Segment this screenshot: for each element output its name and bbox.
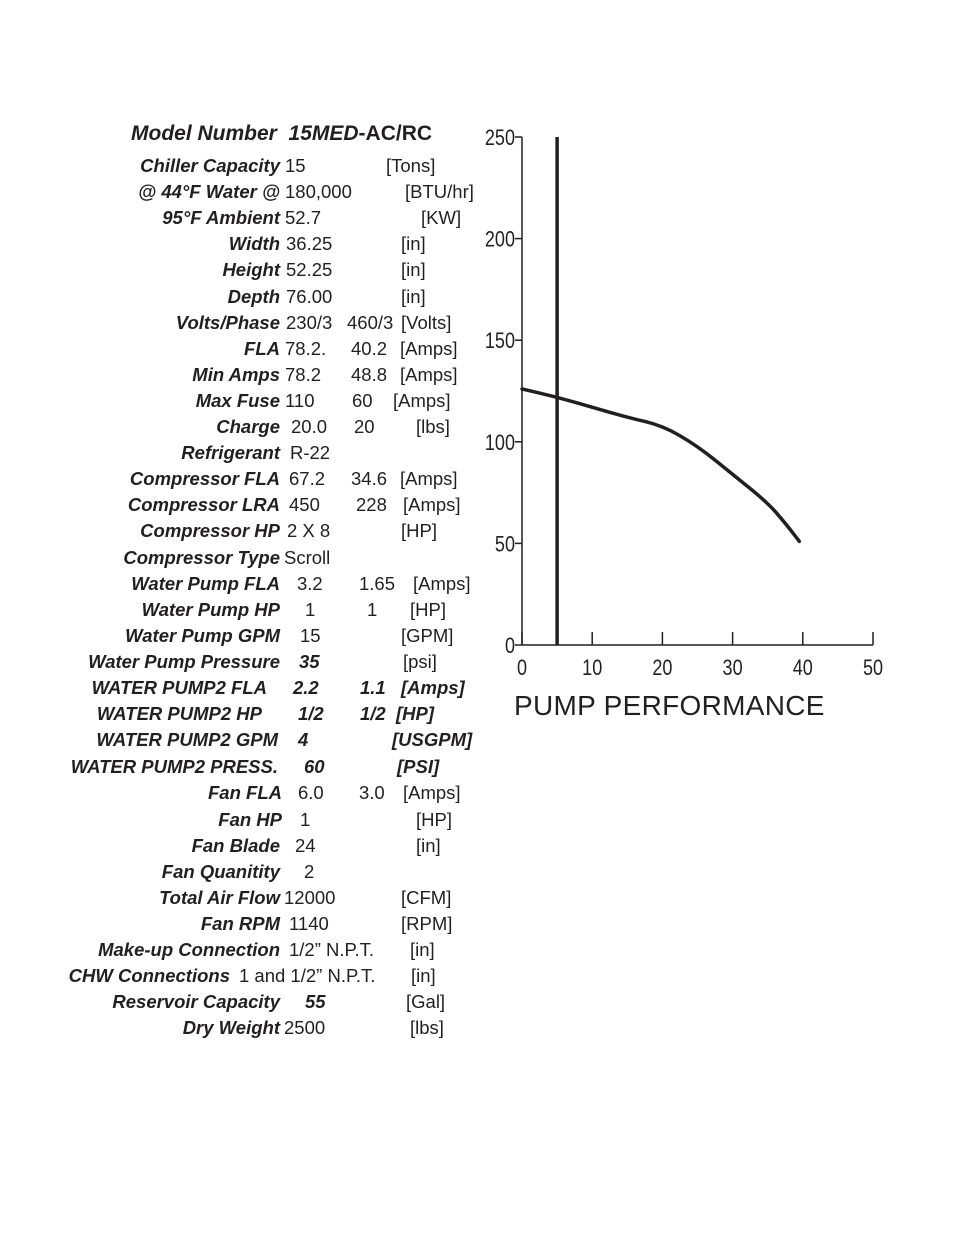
spec-label: Water Pump Pressure — [88, 650, 280, 672]
spec-label: Dry Weight — [182, 1017, 280, 1039]
spec-value-1: 78.2 — [285, 363, 322, 385]
spec-unit: [CFM] — [401, 886, 452, 908]
spec-value-1: 1 — [305, 598, 316, 620]
spec-row — [0, 808, 520, 832]
spec-label: Max Fuse — [195, 389, 280, 411]
spec-value-1: R-22 — [290, 442, 331, 464]
x-tick-label: 50 — [862, 656, 884, 681]
spec-value-2: 1.1 — [360, 677, 386, 698]
spec-value-1: 52.7 — [285, 207, 322, 229]
spec-label: Min Amps — [192, 363, 280, 385]
spec-label: Reservoir Capacity — [112, 991, 280, 1013]
spec-value-1: 60 — [304, 756, 325, 778]
spec-row — [0, 702, 520, 726]
spec-unit: [HP] — [410, 598, 446, 620]
spec-label: Compressor Type — [123, 546, 280, 568]
spec-label: Fan HP — [218, 808, 282, 830]
spec-label: Volts/Phase — [175, 311, 280, 333]
spec-unit: [lbs] — [410, 1017, 444, 1039]
spec-row — [0, 912, 520, 936]
spec-label: WATER PUMP2 PRESS. — [70, 756, 278, 778]
pump-curve — [522, 389, 799, 541]
spec-unit: [GPM] — [401, 624, 454, 646]
spec-value-1: 1140 — [289, 912, 329, 934]
spec-unit: [Gal] — [406, 991, 446, 1013]
spec-label: Fan Blade — [191, 834, 280, 856]
spec-value-1: 4 — [298, 729, 309, 751]
spec-value-1: 24 — [295, 834, 316, 856]
spec-value-1: 1/2 — [298, 703, 324, 725]
spec-row — [0, 624, 520, 648]
spec-label: Water Pump FLA — [131, 572, 280, 594]
spec-label: Compressor FLA — [129, 468, 280, 490]
chart-title: PUMP PERFORMANCE — [514, 690, 825, 721]
spec-unit: [PSI] — [397, 756, 440, 778]
spec-row — [0, 180, 520, 204]
spec-row — [0, 676, 520, 700]
spec-label: Charge — [216, 416, 280, 437]
spec-value-1: 12000 — [284, 886, 336, 908]
spec-unit: [Amps] — [400, 363, 458, 385]
spec-value-1: 6.0 — [298, 782, 324, 804]
y-tick-label: 200 — [484, 228, 515, 253]
spec-value-1: Scroll — [284, 546, 331, 568]
spec-row — [0, 990, 520, 1014]
spec-value-1: 2 X 8 — [287, 520, 331, 542]
spec-label: Fan FLA — [208, 782, 282, 804]
spec-value-1: 2500 — [284, 1017, 326, 1039]
spec-value-2: 34.6 — [351, 468, 388, 490]
spec-value-1: 3.2 — [297, 572, 323, 594]
spec-row — [0, 886, 520, 910]
spec-row — [0, 493, 520, 517]
spec-unit: [in] — [416, 834, 441, 856]
spec-row — [0, 519, 520, 543]
spec-label: 95°F Ambient — [162, 207, 280, 229]
x-tick-label: 30 — [722, 656, 743, 681]
spec-row — [0, 598, 520, 622]
spec-row — [0, 572, 520, 596]
y-tick-label: 0 — [504, 634, 515, 659]
x-tick-label: 10 — [582, 656, 603, 681]
spec-value-2: 20 — [354, 416, 375, 437]
x-tick-label: 20 — [652, 656, 673, 681]
spec-value-1: 36.25 — [286, 233, 333, 255]
pump-performance-chart — [470, 110, 900, 700]
y-tick-label: 150 — [484, 329, 515, 354]
spec-row — [0, 415, 520, 439]
spec-row — [0, 232, 520, 256]
spec-value-1: 230/3 — [286, 311, 333, 333]
spec-row — [0, 363, 520, 387]
spec-value-1: 2.2 — [293, 677, 319, 698]
spec-unit: [Amps] — [413, 572, 471, 594]
spec-unit: [Amps] — [403, 782, 461, 804]
spec-row — [0, 389, 520, 413]
spec-unit: [in] — [411, 965, 436, 987]
spec-label: Chiller Capacity — [140, 155, 280, 176]
spec-unit: [BTU/hr] — [405, 181, 474, 203]
y-tick-label: 250 — [484, 126, 515, 151]
x-tick-label: 0 — [516, 656, 528, 681]
y-tick-label: 100 — [484, 431, 515, 456]
spec-value-1: 450 — [289, 494, 320, 516]
spec-row — [0, 755, 520, 779]
spec-value-2: 1/2 — [360, 703, 386, 725]
spec-value-1: 110 — [285, 389, 315, 411]
spec-unit: [KW] — [421, 207, 462, 229]
spec-unit: [HP] — [416, 808, 452, 830]
spec-unit: [psi] — [403, 650, 437, 672]
spec-row — [0, 650, 520, 674]
spec-row — [0, 467, 520, 491]
spec-value-1: 52.25 — [286, 259, 333, 281]
spec-label: FLA — [244, 337, 280, 359]
spec-unit: [in] — [401, 233, 426, 255]
spec-label: WATER PUMP2 FLA — [91, 677, 267, 698]
spec-label: Water Pump HP — [141, 598, 280, 620]
spec-unit: [Volts] — [401, 311, 452, 333]
spec-unit: [USGPM] — [392, 729, 473, 751]
spec-value-1: 76.00 — [286, 285, 333, 307]
spec-unit: [in] — [401, 259, 426, 281]
spec-row — [0, 938, 520, 962]
spec-label: WATER PUMP2 GPM — [96, 729, 278, 751]
spec-unit: [Tons] — [386, 155, 436, 176]
x-tick-label: 40 — [792, 656, 813, 681]
spec-unit: [HP] — [396, 703, 435, 725]
spec-row — [0, 728, 520, 752]
spec-value-2: 228 — [356, 494, 387, 516]
spec-value-2: 1 — [367, 598, 378, 620]
spec-label: Width — [228, 233, 280, 255]
spec-value-2: 1.65 — [359, 572, 396, 594]
spec-row — [0, 834, 520, 858]
spec-row — [0, 860, 520, 884]
spec-unit: [in] — [410, 939, 435, 960]
model-number-value-italic: 15MED — [288, 122, 359, 145]
spec-unit: [Amps] — [400, 468, 458, 490]
spec-row — [0, 337, 520, 361]
spec-value-2: 460/3 — [347, 311, 394, 333]
spec-value-2: 3.0 — [359, 782, 385, 804]
spec-label: @ 44°F Water @ — [138, 181, 280, 203]
spec-label: Make-up Connection — [98, 939, 280, 960]
spec-value-2: 40.2 — [351, 337, 388, 359]
spec-row — [0, 285, 520, 309]
spec-label: Fan RPM — [200, 912, 280, 934]
spec-value-1: 67.2 — [289, 468, 326, 490]
spec-value-1: 2 — [304, 860, 315, 882]
spec-unit: [in] — [401, 285, 426, 307]
spec-row — [0, 206, 520, 230]
spec-value-1: 35 — [299, 650, 320, 672]
model-number-label: Model Number — [131, 122, 277, 145]
spec-row — [0, 311, 520, 335]
spec-value-1: 15 — [285, 155, 306, 176]
spec-unit: [Amps] — [400, 337, 458, 359]
spec-value-1: 1 — [300, 808, 311, 830]
spec-value-1: 55 — [305, 991, 326, 1013]
spec-value-1: 15 — [300, 624, 321, 646]
spec-row — [0, 781, 520, 805]
spec-unit: [RPM] — [401, 912, 453, 934]
spec-label: Height — [222, 259, 280, 281]
spec-value-1: 1/2” N.P.T. — [289, 939, 375, 960]
spec-unit: [Amps] — [401, 677, 465, 698]
spec-unit: [lbs] — [416, 416, 450, 437]
spec-value-1: 180,000 — [285, 181, 352, 203]
spec-row — [0, 154, 520, 178]
spec-row — [0, 1016, 520, 1040]
spec-label: Total Air Flow — [159, 886, 280, 908]
spec-label: WATER PUMP2 HP — [96, 703, 262, 725]
spec-label: Fan Quanitity — [161, 860, 280, 882]
spec-row — [0, 258, 520, 282]
spec-label: Compressor HP — [140, 520, 280, 542]
spec-value-1: 78.2. — [285, 337, 327, 359]
spec-row — [0, 441, 520, 465]
spec-label: Compressor LRA — [127, 494, 280, 516]
spec-value-1: 20.0 — [291, 416, 328, 437]
spec-row — [0, 964, 520, 988]
spec-value-1: 1 and 1/2” N.P.T. — [239, 965, 376, 987]
spec-label: Water Pump GPM — [125, 624, 280, 646]
model-number-value-suffix: -AC/RC — [358, 122, 433, 145]
spec-label: Refrigerant — [181, 442, 280, 464]
spec-label: CHW Connections — [68, 965, 230, 987]
spec-value-2: 60 — [352, 389, 373, 411]
spec-unit: [Amps] — [403, 494, 461, 516]
spec-unit: [Amps] — [393, 389, 451, 411]
y-tick-label: 50 — [494, 532, 515, 557]
spec-row — [0, 546, 520, 570]
spec-value-2: 48.8 — [351, 363, 388, 385]
spec-label: Depth — [227, 285, 280, 307]
spec-unit: [HP] — [401, 520, 437, 542]
